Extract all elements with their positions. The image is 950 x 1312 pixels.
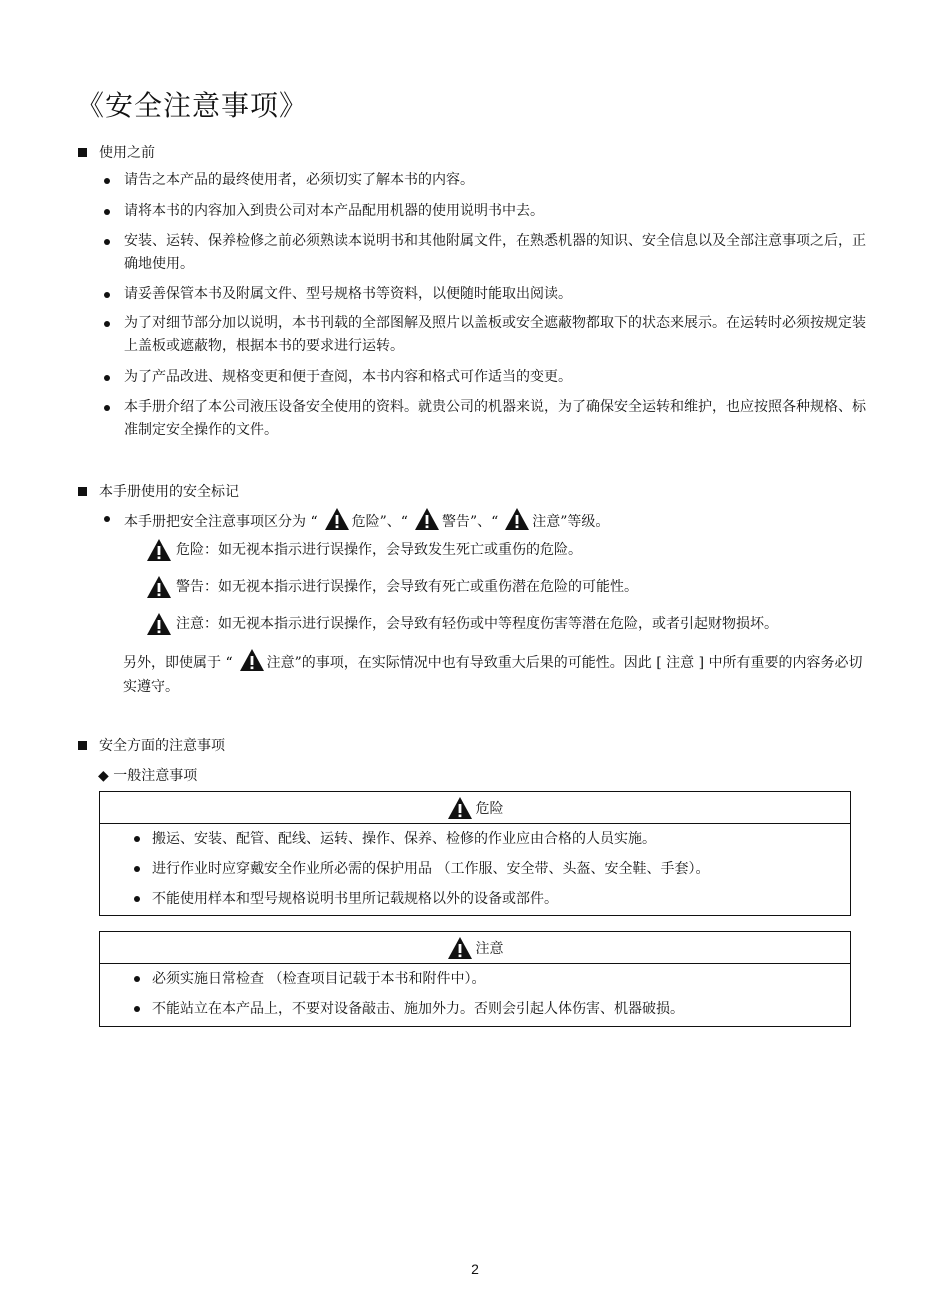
page-title: 《安全注意事项》 xyxy=(76,89,309,122)
bullet-icon xyxy=(104,292,110,298)
bullet-icon xyxy=(134,896,140,902)
list-item: 请告之本产品的最终使用者，必须切实了解本书的内容。 xyxy=(104,169,874,192)
bullet-icon xyxy=(104,516,110,522)
bullet-icon xyxy=(104,239,110,245)
warning-triangle-icon xyxy=(414,507,440,531)
section-heading-text: 安全方面的注意事项 xyxy=(99,738,225,754)
section-heading-safety-notes xyxy=(78,735,225,755)
bullet-icon xyxy=(104,321,110,327)
warning-triangle-icon xyxy=(146,538,172,562)
warning-triangle-icon xyxy=(324,507,350,531)
warning-triangle-icon xyxy=(239,648,265,672)
page-number: 2 xyxy=(471,1261,479,1277)
list-item: 必须实施日常检查 （检查项目记载于本书和附件中）。 xyxy=(100,964,850,994)
list-item: 不能使用样本和型号规格说明书里所记载规格以外的设备或部件。 xyxy=(100,884,850,914)
section-heading-before-use xyxy=(78,142,155,162)
definition-danger: 危险：如无视本指示进行误操作，会导致发生死亡或重伤的危险。 xyxy=(146,538,582,562)
subheading-general-notes: ◆ 一般注意事项 xyxy=(98,768,198,784)
definition-warning: 警告：如无视本指示进行误操作，会导致有死亡或重伤潜在危险的可能性。 xyxy=(146,575,638,599)
warning-triangle-icon xyxy=(146,575,172,599)
list-item: 请妥善保管本书及附属文件、型号规格书等资料，以便随时能取出阅读。 xyxy=(104,283,874,306)
list-item: 请将本书的内容加入到贵公司对本产品配用机器的使用说明书中去。 xyxy=(104,200,874,223)
danger-box xyxy=(99,791,851,916)
caution-box-header: 注意 xyxy=(100,932,850,964)
warning-triangle-icon xyxy=(447,796,473,820)
bullet-icon xyxy=(134,976,140,982)
warning-triangle-icon xyxy=(146,612,172,636)
list-item: 本手册介绍了本公司液压设备安全使用的资料。就贵公司的机器来说，为了确保安全运转和维护，也应按照各种规格、标准制定安全操作的文件。 xyxy=(104,396,874,442)
danger-box-header: 危险 xyxy=(100,792,850,824)
square-bullet-icon xyxy=(78,741,87,750)
list-item-levels: 本手册把安全注意事项区分为 “ 危险”、“ 警告”、“ 注意”等级。 xyxy=(104,507,874,534)
list-item: 为了对细节部分加以说明，本书刊载的全部图解及照片以盖板或安全遮蔽物都取下的状态来展示。在运转时必须按规定装上盖板或遮蔽物，根据本书的要求进行运转。 xyxy=(104,312,874,358)
section-heading-safety-marks xyxy=(78,481,239,501)
caution-box xyxy=(99,931,851,1027)
section-heading-text: 使用之前 xyxy=(99,145,155,161)
warning-triangle-icon xyxy=(504,507,530,531)
bullet-icon xyxy=(104,209,110,215)
note-paragraph: 另外，即使属于 “ 注意”的事项，在实际情况中也有导致重大后果的可能性。因此 [ 注意 ] 中所有重要的内容务必切实遵守。 xyxy=(123,648,875,699)
list-item: 安装、运转、保养检修之前必须熟读本说明书和其他附属文件，在熟悉机器的知识、安全信息以及全部注意事项之后，正确地使用。 xyxy=(104,230,874,276)
list-item: 进行作业时应穿戴安全作业所必需的保护用品 （工作服、安全带、头盔、安全鞋、手套）。 xyxy=(100,854,850,884)
definition-caution: 注意：如无视本指示进行误操作，会导致有轻伤或中等程度伤害等潜在危险，或者引起财物损坏。 xyxy=(146,612,778,636)
bullet-icon xyxy=(134,836,140,842)
section-heading-text: 本手册使用的安全标记 xyxy=(99,484,239,500)
list-item: 为了产品改进、规格变更和便于查阅，本书内容和格式可作适当的变更。 xyxy=(104,366,874,389)
square-bullet-icon xyxy=(78,487,87,496)
warning-triangle-icon xyxy=(447,936,473,960)
square-bullet-icon xyxy=(78,148,87,157)
bullet-icon xyxy=(104,178,110,184)
bullet-icon xyxy=(104,375,110,381)
bullet-icon xyxy=(134,866,140,872)
list-item: 搬运、安装、配管、配线、运转、操作、保养、检修的作业应由合格的人员实施。 xyxy=(100,824,850,854)
bullet-icon xyxy=(104,405,110,411)
bullet-icon xyxy=(134,1006,140,1012)
list-item: 不能站立在本产品上，不要对设备敲击、施加外力。否则会引起人体伤害、机器破损。 xyxy=(100,994,850,1024)
